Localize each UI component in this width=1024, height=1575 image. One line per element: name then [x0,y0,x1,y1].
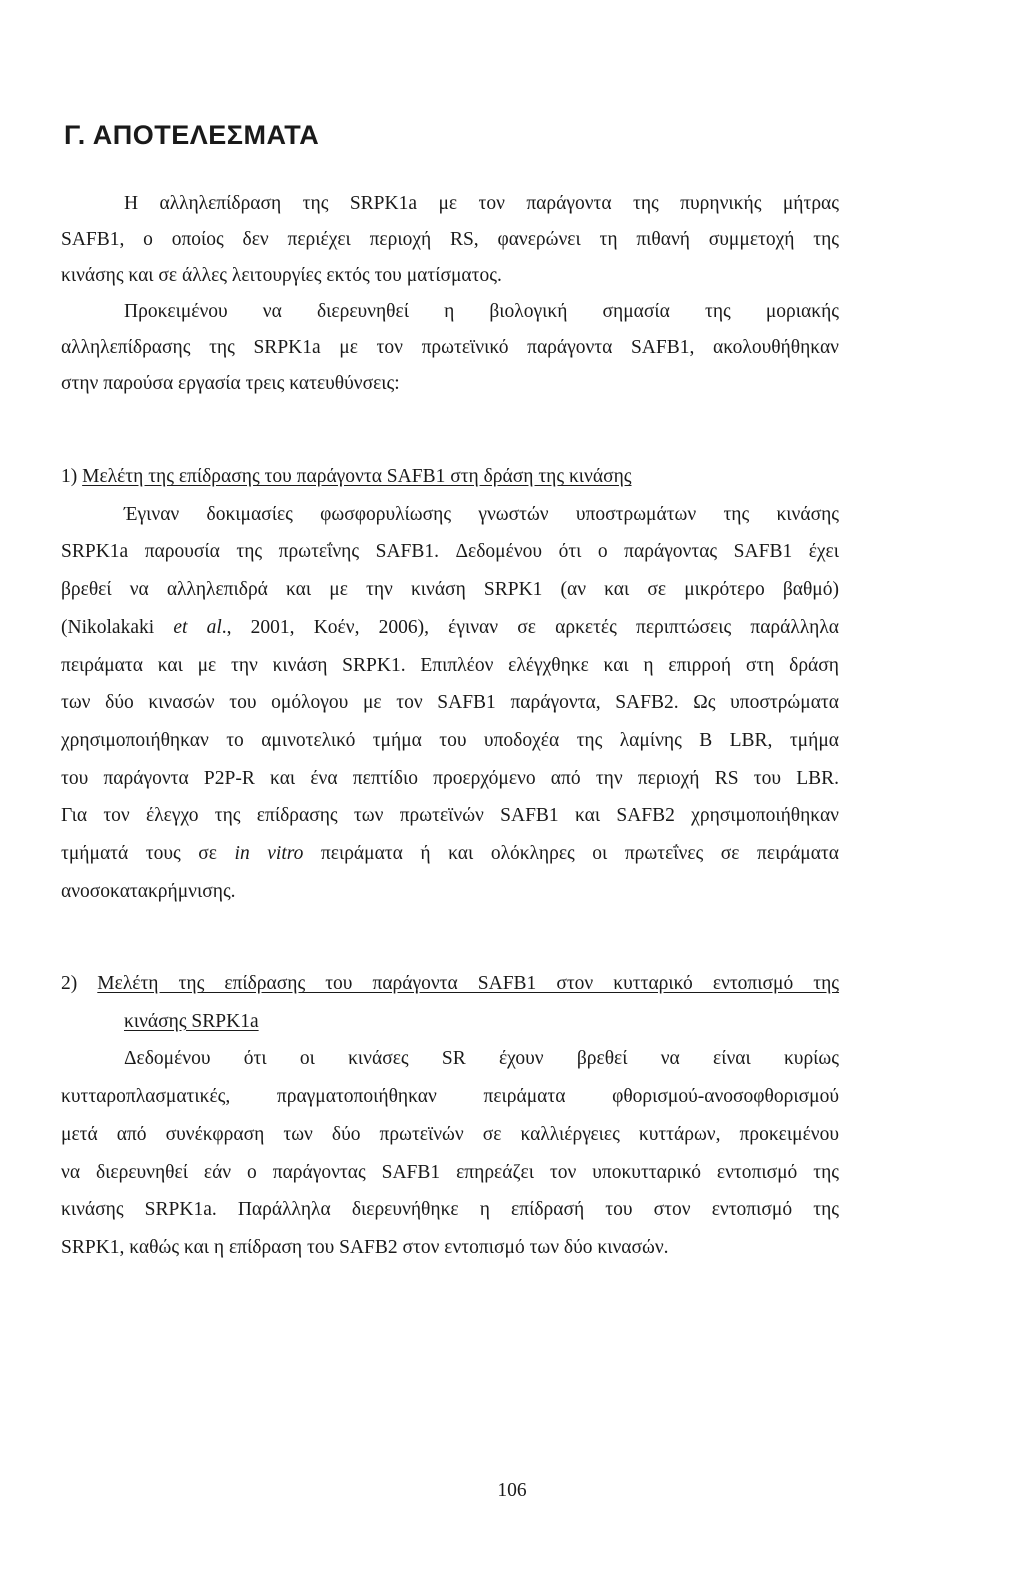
section-1-title: Μελέτη της επίδρασης του παράγοντα SAFB1 στη δράση της κινάσης [82,466,632,487]
section-1-number: 1) [61,466,78,487]
paragraph-line: SRPK1, καθώς και η επίδραση του SAFB2 στον εντοπισμό των δύο κινασών. [61,1236,669,1258]
paragraph-line: κινάσης και σε άλλες λειτουργίες εκτός του ματίσματος. [61,265,502,286]
paragraph-line: κυτταροπλασματικές, πραγματοποιήθηκαν πειράματα φθορισμού-ανοσοφθορισμού [61,1086,839,1108]
citation-et-al: et al [173,616,222,638]
paragraph-line: μετά από συνέκφραση των δύο πρωτεϊνών σε καλλιέργειες κυττάρων, προκειμένου [61,1123,839,1145]
paragraph-line: χρησιμοποιήθηκαν το αμινοτελικό τμήμα του υποδοχέα της λαμίνης B LBR, τμήμα [61,729,839,751]
in-vitro-term: in vitro [234,843,304,865]
paragraph-line: αλληλεπίδρασης της SRPK1a με τον πρωτεϊνικό παράγοντα SAFB1, ακολουθήθηκαν [61,337,839,358]
section-1-heading [61,458,839,496]
paragraph-line: κινάσης SRPK1a. Παράλληλα διερευνήθηκε η επίδρασή του στον εντοπισμό της [61,1199,839,1221]
page-number: 106 [497,1480,527,1501]
paragraph-line: SAFB1, ο οποίος δεν περιέχει περιοχή RS, φανερώνει τη πιθανή συμμετοχή της [61,229,839,250]
section-2-heading-cont [61,1003,839,1041]
section-2-title: Μελέτη της επίδρασης του παράγοντα SAFB1 στον κυτταρικό εντοπισμό της [97,973,840,994]
intro-text [61,186,839,402]
paragraph-line: Προκειμένου να διερευνηθεί η βιολογική σημασία της μοριακής [124,301,839,322]
in-vitro-line [61,835,839,873]
paragraph-line: Για τον έλεγχο της επίδρασης των πρωτεϊνών SAFB1 και SAFB2 χρησιμοποιήθηκαν [61,805,839,827]
section-1 [61,458,839,910]
paragraph-line: βρεθεί να αλληλεπιδρά και με την κινάση SRPK1 (αν και σε μικρότερο βαθμό) [61,579,839,601]
paragraph-line: ανοσοκατακρήμνισης. [61,880,236,902]
paragraph-line: των δύο κινασών του ομόλογου με τον SAFB1 παράγοντα, SAFB2. Ως υποστρώματα [61,692,839,714]
in-vitro-post: πειράματα ή και ολόκληρες οι πρωτεΐνες σε πειράματα [303,843,839,865]
paragraph-line: του παράγοντα P2P-R και ένα πεπτίδιο προερχόμενο από την περιοχή RS του LBR. [61,767,839,789]
citation-line [61,609,839,647]
citation-rest: ., 2001, Κοέν, 2006), έγιναν σε αρκετές περιπτώσεις παράλληλα [221,616,839,638]
paragraph-line: Δεδομένου ότι οι κινάσες SR έχουν βρεθεί να είναι κυρίως [124,1048,839,1070]
section-2-title-cont: κινάσης SRPK1a [124,1010,259,1032]
citation-author: (Nikolakaki [61,616,174,638]
paragraph-line: SRPK1a παρουσία της πρωτεΐνης SAFB1. Δεδομένου ότι ο παράγοντας SAFB1 έχει [61,541,839,563]
paragraph-line: να διερευνηθεί εάν ο παράγοντας SAFB1 επηρεάζει τον υποκυτταρικό εντοπισμό της [61,1161,839,1183]
in-vitro-pre: τμήματά τους σε [61,843,235,865]
section-2-heading [61,965,839,1003]
paragraph-line: στην παρούσα εργασία τρεις κατευθύνσεις: [61,373,400,394]
section-2 [61,965,839,1267]
paragraph-line: Έγιναν δοκιμασίες φωσφορυλίωσης γνωστών υποστρωμάτων της κινάσης [124,503,839,525]
section-heading: Γ. ΑΠΟΤΕΛΕΣΜΑΤΑ [64,120,320,150]
paragraph-line: πειράματα και με την κινάση SRPK1. Επιπλέον ελέγχθηκε και η επιρροή στη δράση [61,654,839,676]
section-2-number: 2) [61,973,78,994]
paragraph-line: Η αλληλεπίδραση της SRPK1a με τον παράγοντα της πυρηνικής μήτρας [124,193,839,214]
